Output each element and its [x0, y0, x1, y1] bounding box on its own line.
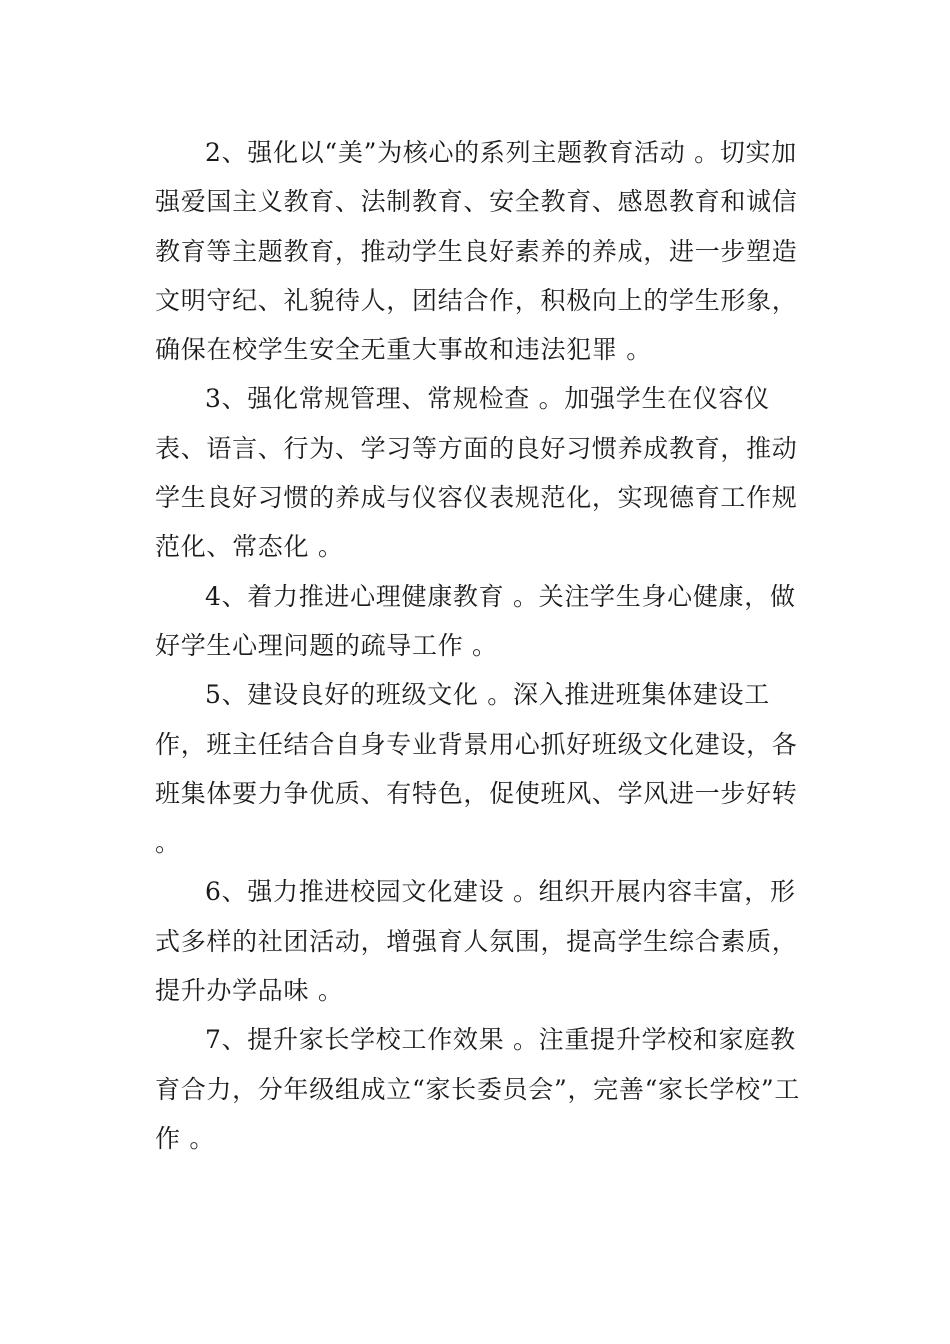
paragraph-item-6: 6、强力推进校园文化建设 。组织开展内容丰富，形式多样的社团活动，增强育人氛围，提高学生综合素质，提升办学品味 。: [155, 877, 798, 1006]
document-body: [155, 128, 805, 1163]
paragraph-item-5: 5、建设良好的班级文化 。深入推进班集体建设工作，班主任结合自身专业背景用心抓好班级文化建设，各班集体要力争优质、有特色，促使班风、学风进一步好转 。: [155, 680, 798, 858]
paragraph-item-7: 7、提升家长学校工作效果 。注重提升学校和家庭教育合力，分年级组成立“家长委员会”，完善“家长学校”工作 。: [155, 1025, 801, 1153]
paragraph-item-3: 3、强化常规管理、常规检查 。加强学生在仪容仪表、语言、行为、学习等方面的良好习惯养成教育，推动学生良好习惯的养成与仪容仪表规范化，实现德育工作规范化、常态化 。: [155, 384, 798, 562]
paragraph-item-4: 4、着力推进心理健康教育 。关注学生身心健康，做好学生心理问题的疏导工作 。: [155, 581, 796, 660]
paragraph-item-2: 2、强化以“美”为核心的系列主题教育活动 。切实加强爱国主义教育、法制教育、安全教育、感恩教育和诚信教育等主题教育，推动学生良好素养的养成，进一步塑造文明守纪、礼貌待人，团结合作，积极向上的学生形象，确保在校学生安全无重大事故和违法犯罪 。: [155, 138, 798, 365]
